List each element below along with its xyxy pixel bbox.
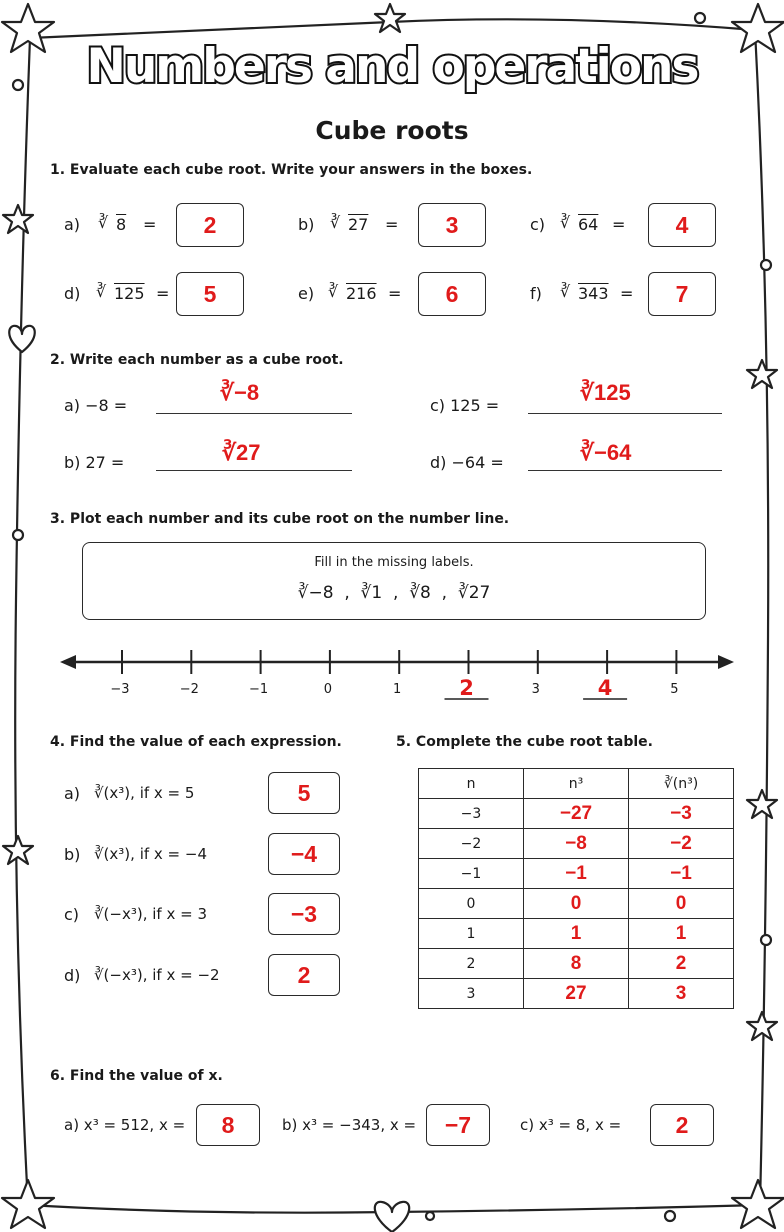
star-icon	[3, 836, 33, 864]
q5-heading: 5. Complete the cube root table.	[396, 734, 653, 750]
star-icon	[747, 790, 777, 818]
star-icon	[732, 1180, 784, 1228]
cube-root-icon: ∛	[560, 282, 571, 301]
hint-title: Fill in the missing labels.	[314, 555, 474, 570]
star-icon	[747, 360, 777, 388]
answer-box[interactable]: 6	[418, 272, 486, 316]
table-row: 3 27 3	[419, 979, 734, 1009]
answer-box[interactable]: 4	[648, 203, 716, 247]
q2-heading: 2. Write each number as a cube root.	[50, 352, 344, 368]
answer-box[interactable]: 3	[418, 203, 486, 247]
column-header-cube-root: ∛(n³)	[629, 769, 734, 799]
answer-box[interactable]: 2	[268, 954, 340, 996]
page-subtitle: Cube roots	[315, 116, 469, 145]
number-line-label: 0	[323, 682, 333, 697]
q1-heading: 1. Evaluate each cube root. Write your answers in the boxes.	[50, 162, 533, 178]
table-header-row	[419, 769, 734, 799]
q4-heading: 4. Find the value of each expression.	[50, 734, 342, 750]
q2-prompt-c: c) 125 =	[430, 396, 500, 415]
column-header-n: n	[419, 769, 524, 799]
hint-items: ∛−8 , ∛1 , ∛8 , ∛27	[297, 583, 491, 603]
number-line-label: 5	[670, 682, 679, 697]
answer-box[interactable]: 2	[176, 203, 244, 247]
answer-box[interactable]: 5	[176, 272, 244, 316]
cube-root-icon: ∛	[330, 213, 341, 232]
table-row: 1 1 1	[419, 919, 734, 949]
answer-box[interactable]: −7	[426, 1104, 490, 1146]
number-line-label: 4	[597, 676, 613, 700]
number-line-label: −3	[110, 682, 130, 697]
q6-heading: 6. Find the value of x.	[50, 1068, 223, 1084]
answer-line[interactable]	[528, 413, 722, 414]
table-row: −3 −27 −3	[419, 799, 734, 829]
cube-root-icon: ∛	[560, 213, 571, 232]
answer-box[interactable]: 5	[268, 772, 340, 814]
page-title	[0, 28, 784, 100]
arrow-left-icon	[60, 655, 76, 669]
number-line	[0, 640, 784, 710]
star-icon	[3, 205, 33, 233]
number-line-label: 3	[531, 682, 540, 697]
answer-box[interactable]: −4	[268, 833, 340, 875]
q2-prompt-d: d) −64 =	[430, 453, 504, 472]
cube-root-icon: ∛	[96, 282, 107, 301]
star-icon	[747, 1012, 777, 1040]
table-row: −1 −1 −1	[419, 859, 734, 889]
arrow-right-icon	[718, 655, 734, 669]
cube-root-icon: ∛	[98, 213, 109, 232]
q2-answer-c: ∛125	[580, 380, 631, 405]
q2-prompt-b: b) 27 =	[64, 453, 125, 472]
q2-answer-a: ∛−8	[220, 380, 260, 405]
q6-prompt-a: a) x³ = 512, x =	[64, 1116, 186, 1134]
number-line-label: 1	[393, 682, 402, 697]
number-line-label: −1	[249, 682, 269, 697]
q2-answer-d: ∛−64	[580, 440, 632, 465]
q6-prompt-c: c) x³ = 8, x =	[520, 1116, 622, 1134]
q2-answer-b: ∛27	[222, 440, 261, 465]
q2-prompt-a: a) −8 =	[64, 396, 128, 415]
heart-icon	[375, 1202, 409, 1232]
answer-box[interactable]: 2	[650, 1104, 714, 1146]
number-line-label: −2	[179, 682, 199, 697]
answer-box[interactable]: 7	[648, 272, 716, 316]
answer-box[interactable]: −3	[268, 893, 340, 935]
table-row: 0 0 0	[419, 889, 734, 919]
q6-prompt-b: b) x³ = −343, x =	[282, 1116, 417, 1134]
table-row: −2 −8 −2	[419, 829, 734, 859]
hint-box	[82, 542, 706, 620]
star-icon	[2, 1180, 54, 1228]
table-row: 2 8 2	[419, 949, 734, 979]
cube-root-icon: ∛	[328, 282, 339, 301]
answer-line[interactable]	[528, 470, 722, 471]
answer-line[interactable]	[156, 470, 352, 471]
q3-heading: 3. Plot each number and its cube root on the number line.	[50, 511, 510, 527]
column-header-n-cubed: n³	[524, 769, 629, 799]
answer-line[interactable]	[156, 413, 352, 414]
number-line-label: 2	[459, 676, 474, 700]
cube-root-table	[418, 768, 734, 1009]
heart-icon	[9, 326, 35, 352]
answer-box[interactable]: 8	[196, 1104, 260, 1146]
svg-text:Numbers and operations: Numbers and operations	[86, 39, 698, 94]
